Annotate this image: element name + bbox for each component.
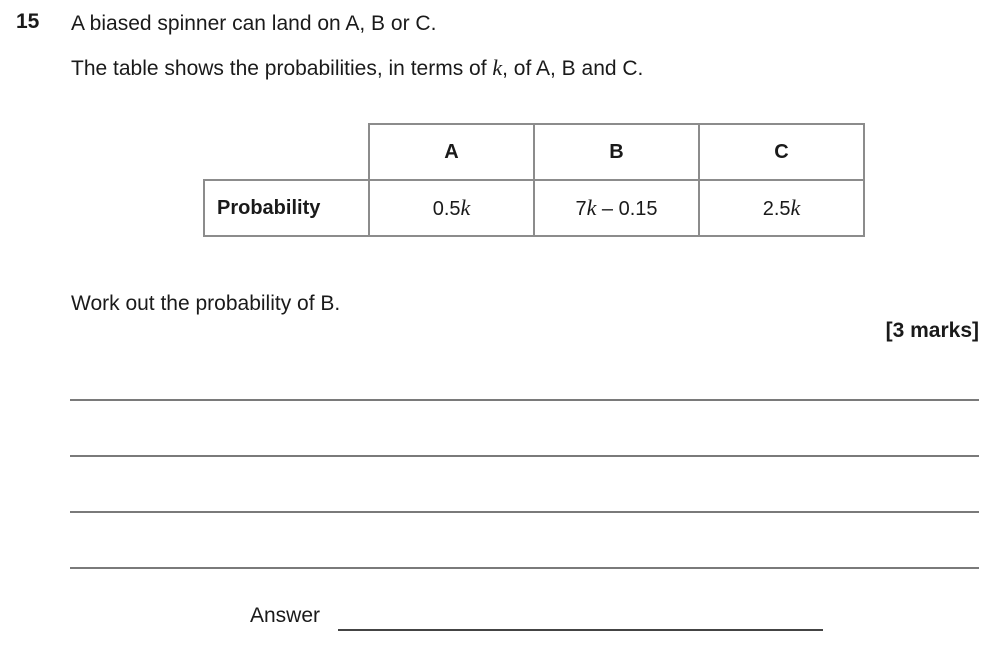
table-header-c: C	[699, 124, 864, 180]
table-row	[204, 180, 864, 236]
working-line-2[interactable]	[70, 455, 979, 457]
probability-a-var: k	[460, 195, 471, 220]
probability-b-coef: 7	[575, 198, 587, 220]
working-line-3[interactable]	[70, 511, 979, 513]
marks-label: [3 marks]	[885, 319, 979, 342]
question-stem-line-1: A biased spinner can land on A, B or C.	[71, 12, 437, 35]
probability-a-coef: 0.5	[432, 198, 461, 220]
table-corner-cell	[204, 124, 369, 180]
probability-c-coef: 2.5	[762, 198, 791, 220]
stem-text-post: , of A, B and C.	[502, 57, 644, 80]
working-line-4[interactable]	[70, 567, 979, 569]
table-header-row	[204, 124, 864, 180]
answer-line[interactable]	[338, 629, 823, 631]
probability-b	[534, 180, 699, 236]
stem-text-pre: The table shows the probabilities, in terms of	[71, 57, 493, 80]
probability-c-var: k	[790, 195, 801, 220]
question-number: 15	[16, 10, 40, 33]
table-header-b: B	[534, 124, 699, 180]
question-prompt: Work out the probability of B.	[71, 292, 341, 315]
row-label-probability: Probability	[204, 180, 369, 236]
probability-b-rest: – 0.15	[596, 198, 658, 220]
answer-label: Answer	[250, 604, 321, 627]
probability-a	[369, 180, 534, 236]
question-stem-line-2	[71, 55, 643, 81]
working-line-1[interactable]	[70, 399, 979, 401]
probability-c	[699, 180, 864, 236]
variable-k: k	[492, 55, 503, 80]
table-header-a: A	[369, 124, 534, 180]
probability-b-var: k	[586, 195, 597, 220]
probability-table	[203, 123, 865, 237]
